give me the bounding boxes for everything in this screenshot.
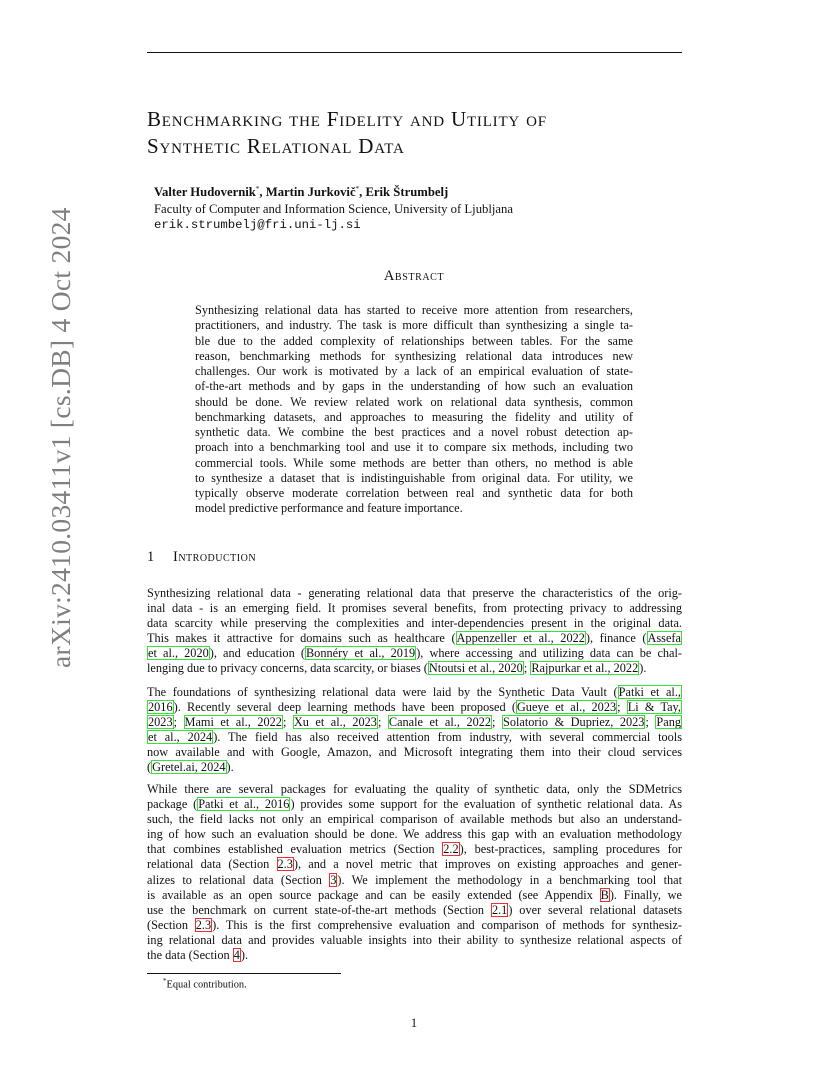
- text-span: ), and education (: [209, 646, 305, 661]
- text-span: ;: [377, 715, 388, 730]
- text-line: While there are several packages for evaluating the quality of synthetic data, only the SDMetrics: [147, 782, 682, 796]
- text-line: [147, 857, 682, 872]
- abstract-line: practitioners, and industry. The task is more difficult than synthesizing a single ta-: [195, 318, 633, 333]
- text-line: [147, 730, 682, 745]
- title-line-2: Synthetic Relational Data: [147, 134, 405, 158]
- text-span: ;: [282, 715, 293, 730]
- text-span: the data (Section: [147, 948, 233, 963]
- citation-link[interactable]: 2023: [148, 715, 173, 730]
- text-line: [147, 631, 682, 646]
- abstract-line: reason, benchmarking methods for synthesizing relational data introduces new: [195, 348, 633, 363]
- text-line: [147, 873, 682, 888]
- top-rule: [147, 52, 682, 53]
- abstract-line: to synthesize a dataset that is indistinguishable from original data. For utility, we: [195, 470, 633, 485]
- text-span: ).: [639, 661, 647, 676]
- abstract-line: of-the-art methods and by gaps in the understanding of how such an evaluation: [195, 379, 633, 394]
- text-span: ), finance (: [585, 631, 647, 646]
- paper-title: [147, 106, 707, 160]
- abstract-line: synthetic data. We combine the best practices and a novel robust detection ap-: [195, 425, 633, 439]
- text-line: [147, 700, 682, 715]
- text-span: package (: [147, 797, 198, 812]
- text-span: (: [147, 760, 152, 775]
- title-line-1: Benchmarking the Fidelity and Utility of: [147, 107, 547, 131]
- text-span: lenging due to privacy concerns, data scarcity, or biases (: [147, 661, 428, 676]
- text-line: [147, 661, 682, 676]
- abstract-line: ble due to the added complexity of relationships between tables. For the same: [195, 333, 633, 348]
- abstract-line: should be done. We review related work on relational data synthesis, common: [195, 394, 633, 409]
- intro-paragraph-3: [147, 782, 682, 963]
- text-span: ). We implement the methodology in a benchmarking tool that: [337, 872, 683, 887]
- text-line: [147, 903, 682, 918]
- text-line: now available and with Google, Amazon, and Microsoft integrating them into their cloud services: [147, 745, 682, 760]
- text-span: ). The field has also received attention from industry, with several commercial tools: [213, 730, 683, 745]
- abstract-line: typically observe moderate correlation between real and synthetic data for both: [195, 486, 633, 500]
- author-2: Martin Jurkovič: [265, 185, 356, 200]
- text-line: [147, 715, 682, 730]
- section-number: 1: [147, 549, 155, 565]
- author-email: erik.strumbelj@fri.uni-lj.si: [154, 218, 361, 233]
- abstract-body: [195, 303, 633, 517]
- citation-link[interactable]: Ntoutsi et al., 2020: [428, 661, 523, 676]
- author-1: Valter Hudovernik: [154, 185, 256, 200]
- section-ref-link[interactable]: 2.1: [491, 902, 508, 917]
- text-span: that combines established evaluation metrics (Section: [147, 842, 443, 857]
- author-block: [154, 181, 694, 234]
- citation-link[interactable]: et al., 2024: [148, 730, 213, 745]
- citation-link[interactable]: Rajpurkar et al., 2022: [531, 661, 639, 676]
- text-span: ).: [226, 760, 234, 775]
- citation-link[interactable]: Li & Tay,: [627, 700, 681, 715]
- text-line: [147, 646, 682, 661]
- text-span: The foundations of synthesizing relational data were laid by the Synthetic Data Vault (: [147, 685, 618, 699]
- text-line: [147, 888, 682, 903]
- author-3: Erik Štrumbelj: [365, 185, 449, 200]
- abstract-line: benchmarking datasets, and approaches to measuring the fidelity and utility of: [195, 409, 633, 424]
- citation-link[interactable]: Patki et al.,: [618, 685, 681, 699]
- citation-link[interactable]: Appenzeller et al., 2022: [456, 631, 585, 646]
- text-span: ;: [492, 715, 502, 730]
- arxiv-stamp: arXiv:2410.03411v1 [cs.DB] 4 Oct 2024: [45, 207, 76, 668]
- text-line: ing relational data and provides valuable insights into their ability to synthesize relational aspects of: [147, 932, 682, 947]
- text-line: [147, 685, 682, 700]
- abstract-line: proach into a benchmarking tool and use it to compare six methods, including two: [195, 440, 633, 455]
- footnote-rule: [147, 973, 341, 974]
- equal-contribution-mark: *: [355, 185, 360, 193]
- section-ref-link[interactable]: 2.3: [195, 917, 212, 932]
- text-span: ;: [645, 715, 656, 730]
- abstract-heading: Abstract: [383, 268, 445, 284]
- text-span: ). This is the first comprehensive evaluation and comparison of methods for synthesiz-: [212, 917, 682, 932]
- text-line: inal data - is an emerging field. It promises several benefits, from protecting privacy to addressing: [147, 601, 682, 616]
- text-span: This makes it attractive for domains such as healthcare (: [147, 631, 456, 646]
- text-line: [147, 918, 682, 933]
- citation-link[interactable]: Canale et al., 2022: [388, 715, 492, 730]
- abstract-line: commercial tools. While some methods are better than others, no method is able: [195, 455, 633, 470]
- citation-link[interactable]: Patki et al., 2016: [198, 797, 290, 812]
- footnote-mark: *: [163, 977, 167, 985]
- citation-link[interactable]: Gueye et al., 2023: [516, 700, 617, 715]
- text-span: ), where accessing and utilizing data can be chal-: [416, 646, 683, 661]
- page-number: 1: [410, 1016, 418, 1030]
- text-line: [147, 797, 682, 812]
- text-span: use the benchmark on current state-of-the-art methods (Section: [147, 902, 491, 917]
- citation-link[interactable]: et al., 2020: [148, 646, 209, 661]
- citation-link[interactable]: Pang: [656, 715, 681, 730]
- section-ref-link[interactable]: 2.2: [443, 842, 459, 857]
- section-title: Introduction: [173, 549, 257, 565]
- abstract-line: model predictive performance and feature importance.: [195, 501, 463, 516]
- text-span: ) over several relational datasets: [508, 902, 682, 917]
- text-line: data scarcity while preserving the complexities and inter-dependencies present in the original data.: [147, 616, 682, 631]
- text-line: [147, 842, 682, 857]
- affiliation: Faculty of Computer and Information Science, University of Ljubljana: [154, 201, 514, 216]
- citation-link[interactable]: Mami et al., 2022: [184, 715, 282, 730]
- equal-contribution-mark: *: [255, 185, 260, 193]
- section-ref-link[interactable]: 2.3: [277, 857, 293, 872]
- citation-link[interactable]: Bonnéry et al., 2019: [305, 646, 416, 661]
- author-names: Valter Hudovernik*, Martin Jurkovič*, Erik Štrumbelj: [154, 185, 449, 200]
- text-span: relational data (Section: [147, 857, 277, 872]
- citation-link[interactable]: Assefa: [647, 631, 681, 646]
- text-span: ;: [523, 661, 531, 676]
- citation-link[interactable]: Xu et al., 2023: [293, 715, 377, 730]
- text-line: Synthesizing relational data - generating relational data that preserve the characteristics of the orig-: [147, 586, 682, 600]
- abstract-line: challenges. Our work is motivated by a lack of an empirical evaluation of state-: [195, 364, 633, 378]
- text-span: ). Finally, we: [609, 887, 682, 902]
- text-span: is available as an open source package and can be easily extended (see Appendix: [147, 887, 600, 902]
- text-span: ).: [240, 948, 249, 963]
- text-line: such, the field lacks not only an empirical comparison of available methods but also an understand-: [147, 812, 682, 827]
- section-ref-link[interactable]: 4: [233, 948, 240, 963]
- text-line: [147, 760, 682, 775]
- footnote-text: Equal contribution.: [166, 979, 247, 991]
- section-ref-link[interactable]: 3: [330, 872, 337, 887]
- abstract-line: Synthesizing relational data has started to receive more attention from researchers,: [195, 303, 633, 317]
- footnote: [163, 977, 247, 990]
- citation-link[interactable]: Gretel.ai, 2024: [152, 760, 226, 775]
- section-heading: [147, 549, 256, 566]
- text-span: ) provides some support for the evaluation of synthetic relational data. As: [290, 797, 682, 812]
- intro-paragraph-1: [147, 586, 682, 677]
- text-span: ), and a novel metric that improves on existing approaches and gener-: [293, 857, 682, 872]
- text-span: ), best-practices, sampling procedures for: [459, 842, 682, 857]
- intro-paragraph-2: [147, 685, 682, 776]
- text-span: ;: [617, 700, 627, 715]
- text-span: ). Recently several deep learning methods have been proposed (: [173, 700, 516, 715]
- text-span: alizes to relational data (Section: [147, 872, 330, 887]
- text-span: ;: [173, 715, 184, 730]
- text-span: (Section: [147, 917, 195, 932]
- citation-link[interactable]: 2016: [148, 700, 173, 715]
- citation-link[interactable]: Solatorio & Dupriez, 2023: [502, 715, 645, 730]
- text-line: ing of how such an evaluation should be done. We address this gap with an evaluation methodology: [147, 827, 682, 842]
- text-line: [147, 948, 682, 963]
- appendix-ref-link[interactable]: B: [600, 887, 609, 902]
